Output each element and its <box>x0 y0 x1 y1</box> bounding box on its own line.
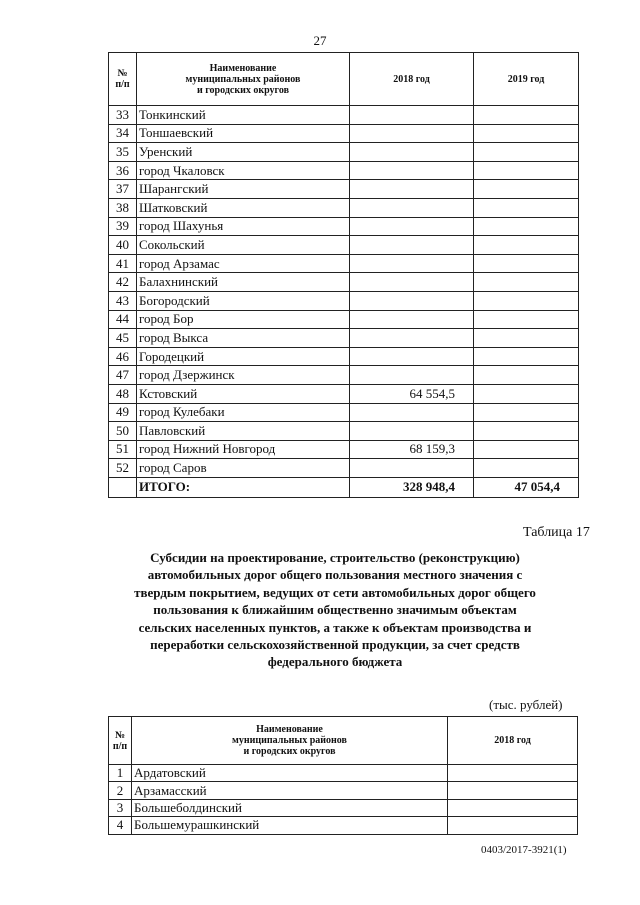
value-2018 <box>350 217 474 236</box>
value-2019 <box>474 143 579 162</box>
total-label: ИТОГО: <box>137 477 350 497</box>
district-name: город Шахунья <box>137 217 350 236</box>
value-2018: 68 159,3 <box>350 440 474 459</box>
table-row <box>109 198 579 217</box>
value-2018 <box>350 422 474 441</box>
header-name-text: Наименование муниципальных районов и городских округов <box>185 62 301 96</box>
row-number: 46 <box>109 347 137 366</box>
value-2018 <box>350 236 474 255</box>
row-number: 38 <box>109 198 137 217</box>
col-header-2019: 2019 год <box>474 53 579 106</box>
table-row <box>109 403 579 422</box>
district-name: город Дзержинск <box>137 366 350 385</box>
col-header-number <box>109 717 132 765</box>
row-number: 50 <box>109 422 137 441</box>
table-row <box>109 180 579 199</box>
row-number: 48 <box>109 384 137 403</box>
value-2018 <box>350 310 474 329</box>
value-2018 <box>350 143 474 162</box>
value-2018 <box>448 782 578 799</box>
table-row <box>109 765 578 782</box>
row-number: 47 <box>109 366 137 385</box>
row-number: 36 <box>109 161 137 180</box>
district-name: город Кулебаки <box>137 403 350 422</box>
table-row <box>109 273 579 292</box>
table-row <box>109 254 579 273</box>
row-number: 3 <box>109 799 132 816</box>
header-num-text: № п/п <box>115 68 130 90</box>
row-number: 51 <box>109 440 137 459</box>
value-2019 <box>474 310 579 329</box>
district-name: Большемурашкинский <box>132 817 448 834</box>
value-2018 <box>448 765 578 782</box>
row-number: 45 <box>109 329 137 348</box>
row-number: 52 <box>109 459 137 478</box>
row-number: 39 <box>109 217 137 236</box>
district-name: город Бор <box>137 310 350 329</box>
total-2018: 328 948,4 <box>350 477 474 497</box>
table-row <box>109 161 579 180</box>
table-row <box>109 799 578 816</box>
value-2018 <box>350 366 474 385</box>
value-2019 <box>474 403 579 422</box>
district-name: Тонкинский <box>137 106 350 125</box>
row-number: 44 <box>109 310 137 329</box>
units-label: (тыс. рублей) <box>489 697 563 712</box>
title-line: автомобильных дорог общего пользования местного значения с <box>147 567 523 583</box>
row-number: 35 <box>109 143 137 162</box>
value-2019 <box>474 459 579 478</box>
subsidy-table-continued <box>108 52 579 498</box>
value-2019 <box>474 366 579 385</box>
district-name: город Нижний Новгород <box>137 440 350 459</box>
table-label: Таблица 17 <box>523 525 590 540</box>
table-row <box>109 384 579 403</box>
row-number: 2 <box>109 782 132 799</box>
district-name: Кстовский <box>137 384 350 403</box>
value-2018 <box>350 291 474 310</box>
row-number: 4 <box>109 817 132 834</box>
table-row <box>109 106 579 125</box>
document-code: 0403/2017-3921(1) <box>481 844 567 856</box>
row-number: 33 <box>109 106 137 125</box>
value-2018 <box>350 329 474 348</box>
title-line: федерального бюджета <box>267 654 403 670</box>
page-number: 27 <box>313 33 327 48</box>
value-2018 <box>448 817 578 834</box>
table-title <box>100 549 570 671</box>
title-line: Субсидии на проектирование, строительство (реконструкцию) <box>150 550 520 565</box>
district-name: Шатковский <box>137 198 350 217</box>
table-row <box>109 366 579 385</box>
district-name: Арзамасский <box>132 782 448 799</box>
title-line: переработки сельскохозяйственной продукции, за счет средств <box>150 637 520 653</box>
table-row <box>109 459 579 478</box>
subsidy-table-17 <box>108 716 578 835</box>
table-row <box>109 310 579 329</box>
district-name: город Чкаловск <box>137 161 350 180</box>
district-name: Ардатовский <box>132 765 448 782</box>
table-row <box>109 236 579 255</box>
table-row <box>109 217 579 236</box>
col-header-2018: 2018 год <box>350 53 474 106</box>
district-name: город Выкса <box>137 329 350 348</box>
row-number: 34 <box>109 124 137 143</box>
table-row <box>109 124 579 143</box>
total-row <box>109 477 579 497</box>
header-name-text: Наименование муниципальных районов и городских округов <box>232 724 347 757</box>
row-number: 42 <box>109 273 137 292</box>
header-num-text: № п/п <box>112 729 128 752</box>
district-name: Сокольский <box>137 236 350 255</box>
col-header-name <box>132 717 448 765</box>
value-2018 <box>350 161 474 180</box>
total-2019: 47 054,4 <box>474 477 579 497</box>
district-name: Уренский <box>137 143 350 162</box>
value-2018 <box>350 124 474 143</box>
value-2019 <box>474 106 579 125</box>
title-line: твердым покрытием, ведущих от сети автомобильных дорог общего <box>134 584 536 600</box>
value-2019 <box>474 422 579 441</box>
district-name: Тоншаевский <box>137 124 350 143</box>
table-row <box>109 143 579 162</box>
value-2019 <box>474 440 579 459</box>
table-row <box>109 291 579 310</box>
district-name: Городецкий <box>137 347 350 366</box>
col-header-name <box>137 53 350 106</box>
table-row <box>109 347 579 366</box>
value-2019 <box>474 291 579 310</box>
table-row <box>109 782 578 799</box>
row-number: 1 <box>109 765 132 782</box>
col-header-number <box>109 53 137 106</box>
district-name: Шарангский <box>137 180 350 199</box>
value-2019 <box>474 347 579 366</box>
value-2018 <box>350 273 474 292</box>
value-2018 <box>448 799 578 816</box>
row-number: 41 <box>109 254 137 273</box>
value-2019 <box>474 198 579 217</box>
district-name: город Саров <box>137 459 350 478</box>
row-number: 40 <box>109 236 137 255</box>
total-num-cell <box>109 477 137 497</box>
value-2018 <box>350 459 474 478</box>
value-2018 <box>350 403 474 422</box>
value-2019 <box>474 254 579 273</box>
table2-body <box>109 765 578 835</box>
value-2018 <box>350 254 474 273</box>
district-name: Павловский <box>137 422 350 441</box>
row-number: 49 <box>109 403 137 422</box>
row-number: 43 <box>109 291 137 310</box>
district-name: Богородский <box>137 291 350 310</box>
value-2018: 64 554,5 <box>350 384 474 403</box>
table-row <box>109 329 579 348</box>
col-header-2018: 2018 год <box>448 717 578 765</box>
value-2019 <box>474 329 579 348</box>
value-2018 <box>350 106 474 125</box>
value-2019 <box>474 180 579 199</box>
district-name: город Арзамас <box>137 254 350 273</box>
value-2019 <box>474 217 579 236</box>
table-row <box>109 440 579 459</box>
value-2019 <box>474 124 579 143</box>
value-2019 <box>474 273 579 292</box>
value-2018 <box>350 180 474 199</box>
table-row <box>109 422 579 441</box>
value-2019 <box>474 161 579 180</box>
title-line: сельских населенных пунктов, а также к объектам производства и <box>138 619 532 635</box>
title-line: пользования к ближайшим общественно значимым объектам <box>153 602 517 618</box>
district-name: Большеболдинский <box>132 799 448 816</box>
value-2019 <box>474 236 579 255</box>
value-2018 <box>350 347 474 366</box>
table-row <box>109 817 578 834</box>
row-number: 37 <box>109 180 137 199</box>
value-2019 <box>474 384 579 403</box>
table1-body <box>109 106 579 478</box>
district-name: Балахнинский <box>137 273 350 292</box>
value-2018 <box>350 198 474 217</box>
